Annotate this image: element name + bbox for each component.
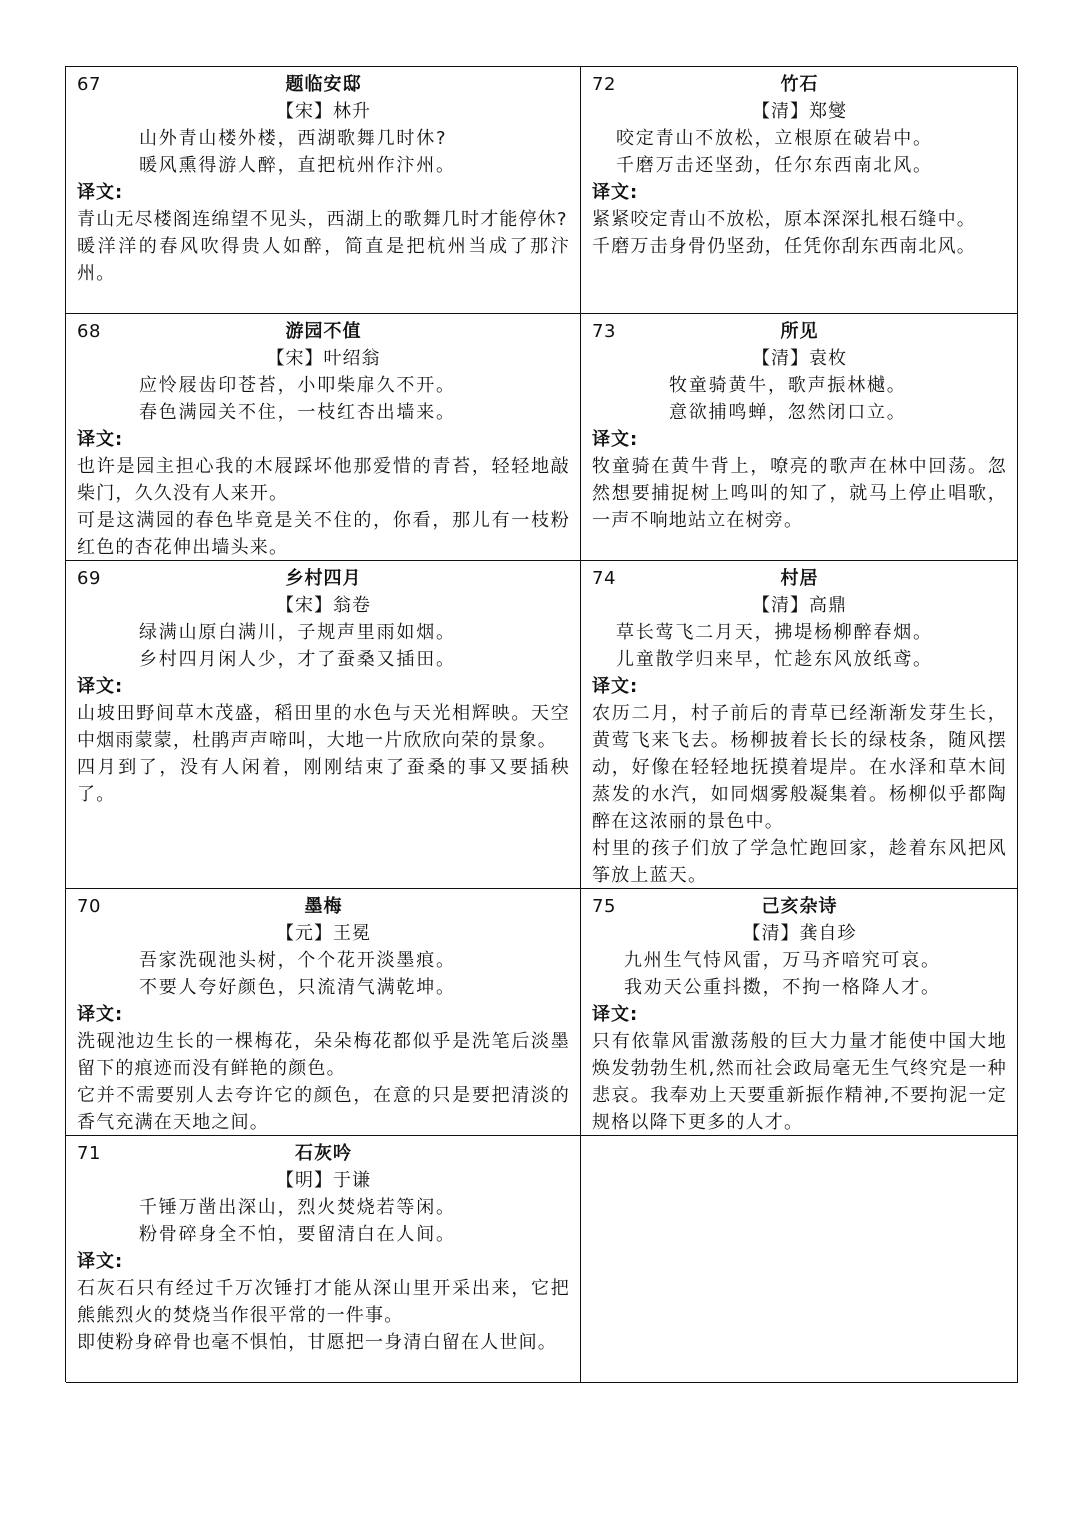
- poem-title: 村居: [780, 568, 819, 589]
- poem-verse: 千锤万凿出深山，烈火焚烧若等闲。: [139, 1197, 456, 1218]
- poem-verse: 吾家洗砚池头树，个个花开淡墨痕。: [139, 950, 456, 971]
- poem-cell-72: [581, 67, 1018, 314]
- poem-verse: 儿童散学归来早，忙趁东风放纸鸢。: [616, 649, 933, 670]
- poem-verse: 意欲捕鸣蝉，忽然闭口立。: [669, 402, 907, 423]
- poem-number: 68: [77, 321, 101, 342]
- translation-text: 暖洋洋的春风吹得贵人如醉，简直是把杭州当成了那汴州。: [77, 236, 570, 284]
- translation-label: 译文:: [592, 182, 639, 203]
- translation-text: 四月到了，没有人闲着，刚刚结束了蚕桑的事又要插秧了。: [77, 757, 570, 805]
- translation-label: 译文:: [77, 429, 124, 450]
- translation-text: 洗砚池边生长的一棵梅花，朵朵梅花都似乎是洗笔后淡墨留下的痕迹而没有鲜艳的颜色。: [77, 1031, 570, 1079]
- poem-verse: 草长莺飞二月天，拂堤杨柳醉春烟。: [616, 622, 933, 643]
- poem-author: 【清】龚自珍: [742, 923, 857, 944]
- translation-text: 紧紧咬定青山不放松，原本深深扎根石缝中。: [592, 209, 976, 230]
- translation-text: 山坡田野间草木茂盛，稻田里的水色与天光相辉映。天空中烟雨蒙蒙，杜鹃声声啼叫，大地一片欣欣向荣的景象。: [77, 703, 570, 751]
- empty-cell: [581, 1136, 1018, 1383]
- poem-verse: 我劝天公重抖擞，不拘一格降人才。: [624, 977, 941, 998]
- poem-cell-70: [66, 889, 581, 1136]
- poem-author: 【宋】叶绍翁: [266, 348, 381, 369]
- translation-text: 千磨万击身骨仍坚劲，任凭你刮东西南北风。: [592, 236, 976, 257]
- poem-cell-67: [66, 67, 581, 314]
- poem-verse: 不要人夸好颜色，只流清气满乾坤。: [139, 977, 456, 998]
- poem-title: 石灰吟: [295, 1143, 352, 1164]
- poem-number: 70: [77, 896, 101, 917]
- poem-author: 【清】袁枚: [752, 348, 847, 369]
- poem-number: 72: [592, 74, 616, 95]
- poem-number: 71: [77, 1143, 101, 1164]
- poem-author: 【明】于谦: [276, 1170, 371, 1191]
- poem-verse: 粉骨碎身全不怕，要留清白在人间。: [139, 1224, 456, 1245]
- poem-title: 题临安邸: [285, 74, 362, 95]
- poem-verse: 应怜屐齿印苍苔，小叩柴扉久不开。: [139, 375, 456, 396]
- translation-text: 村里的孩子们放了学急忙跑回家，趁着东风把风筝放上蓝天。: [592, 838, 1007, 886]
- poem-number: 67: [77, 74, 101, 95]
- poem-verse: 九州生气恃风雷，万马齐喑究可哀。: [624, 950, 941, 971]
- poem-number: 73: [592, 321, 616, 342]
- poem-cell-71: [66, 1136, 581, 1383]
- poem-cell-75: [581, 889, 1018, 1136]
- translation-text: 可是这满园的春色毕竟是关不住的，你看，那儿有一枝粉红色的杏花伸出墙头来。: [77, 510, 570, 558]
- poem-author: 【宋】林升: [276, 101, 371, 122]
- poem-cell-68: [66, 314, 581, 561]
- poem-verse: 春色满园关不住，一枝红杏出墙来。: [139, 402, 456, 423]
- poem-number: 75: [592, 896, 616, 917]
- poem-title: 己亥杂诗: [761, 896, 838, 917]
- poem-title: 游园不值: [285, 321, 362, 342]
- poem-number: 69: [77, 568, 101, 589]
- poem-verse: 绿满山原白满川，子规声里雨如烟。: [139, 622, 456, 643]
- poem-author: 【元】王冕: [276, 923, 371, 944]
- translation-label: 译文:: [77, 676, 124, 697]
- translation-label: 译文:: [592, 429, 639, 450]
- poem-title: 墨梅: [304, 896, 343, 917]
- poem-verse: 千磨万击还坚劲，任尔东西南北风。: [616, 155, 933, 176]
- translation-text: 只有依靠风雷激荡般的巨大力量才能使中国大地焕发勃勃生机,然而社会政局毫无生气终究是一种悲哀。我奉劝上天要重新振作精神,不要拘泥一定规格以降下更多的人才。: [592, 1031, 1007, 1133]
- translation-label: 译文:: [592, 1004, 639, 1025]
- poem-title: 乡村四月: [285, 568, 362, 589]
- translation-label: 译文:: [77, 1004, 124, 1025]
- poem-author: 【清】高鼎: [752, 595, 847, 616]
- translation-text: 它并不需要别人去夸许它的颜色，在意的只是要把清淡的香气充满在天地之间。: [77, 1085, 570, 1133]
- translation-text: 农历二月，村子前后的青草已经渐渐发芽生长，黄莺飞来飞去。杨柳披着长长的绿枝条，随风摆动，好像在轻轻地抚摸着堤岸。在水泽和草木间蒸发的水汽，如同烟雾般凝集着。杨柳似乎都陶醉在这浓丽的景色中。: [592, 703, 1007, 832]
- poem-verse: 咬定青山不放松，立根原在破岩中。: [616, 128, 933, 149]
- translation-label: 译文:: [592, 676, 639, 697]
- poem-verse: 牧童骑黄牛，歌声振林樾。: [669, 375, 907, 396]
- poem-cell-73: [581, 314, 1018, 561]
- poem-cell-69: [66, 561, 581, 889]
- poem-title: 所见: [780, 321, 819, 342]
- poem-number: 74: [592, 568, 616, 589]
- translation-text: 也许是园主担心我的木屐踩坏他那爱惜的青苔，轻轻地敲柴门，久久没有人来开。: [77, 456, 570, 504]
- poem-verse: 暖风熏得游人醉，直把杭州作汴州。: [139, 155, 456, 176]
- translation-label: 译文:: [77, 1251, 124, 1272]
- poem-author: 【清】郑燮: [752, 101, 847, 122]
- translation-text: 即使粉身碎骨也毫不惧怕，甘愿把一身清白留在人世间。: [77, 1332, 557, 1353]
- translation-text: 青山无尽楼阁连绵望不见头，西湖上的歌舞几时才能停休?: [77, 209, 568, 230]
- translation-text: 牧童骑在黄牛背上，嘹亮的歌声在林中回荡。忽然想要捕捉树上鸣叫的知了，就马上停止唱歌，一声不响地站立在树旁。: [592, 456, 1007, 531]
- poem-verse: 乡村四月闲人少，才了蚕桑又插田。: [139, 649, 456, 670]
- poem-cell-74: [581, 561, 1018, 889]
- poem-author: 【宋】翁卷: [276, 595, 371, 616]
- poem-title: 竹石: [780, 74, 819, 95]
- poem-verse: 山外青山楼外楼，西湖歌舞几时休?: [139, 128, 448, 149]
- translation-text: 石灰石只有经过千万次锤打才能从深山里开采出来，它把熊熊烈火的焚烧当作很平常的一件事。: [77, 1278, 570, 1326]
- poem-grid: [65, 66, 1017, 1382]
- translation-label: 译文:: [77, 182, 124, 203]
